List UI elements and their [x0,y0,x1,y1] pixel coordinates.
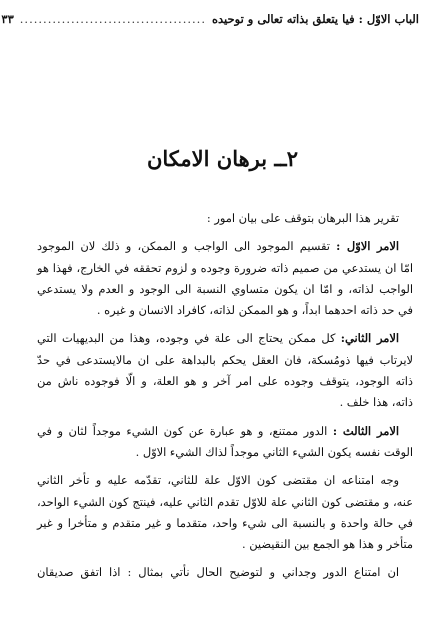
text-line: لايرتاب فيها ذومُسكة، فان العقل يحكم بالبداهة على ان مالايستدعى في حدّ [37,352,413,367]
text-line: في حد ذاته احدهما ابداً، و هو الممكن لذاته، كافراد الانسان و غيره . [96,303,413,318]
paragraph-first-matter [37,236,413,321]
section-heading: ٢ــ برهان الامكان [146,146,298,171]
dot-leader: ........................................ [19,12,206,26]
text-line: متأخر و هذا هو الجمع بين النقيضين . [241,537,413,552]
text-line: في حالة واحدة و بالنسبة الى شيء واحد، متقدما و غير متقدم و متأخرا و غير [37,515,413,530]
text-line: عنه، و مقتضى كون الثاني علة للاوّل تقدم الثاني عليه، فينتج كون الشيء الواحد، [37,494,413,509]
matter-term: الامر الثاني: [340,331,399,346]
text-line-with-term [37,328,413,349]
page-number: ٣٣ [1,12,14,26]
text-line: الوقت نفسه يكون الشيء الثاني موجداً لذاك الشيء الاوّل . [135,444,413,459]
text-line: امّا ان يستدعي من صميم ذاته ضرورة وجوده و لزوم تحققه في الخارج، فهذا هو [37,260,413,275]
text-line: ان امتناع الدور وجداني و لتوضيح الحال نأتي بمثال : اذا اتفق صديقان [37,565,399,580]
text-line: الدور ممتنع، و هو عبارة عن كون الشيء موجداً لثان و في [37,423,328,438]
paragraph-explanation [37,470,413,555]
text-line-with-term [37,421,413,442]
text-line: كل ممكن يحتاج الى علة في وجوده، وهذا من البديهيات التي [37,331,336,346]
text-line: تقسيم الموجود الى الواجب و الممكن، و ذلك لان الموجود [37,239,330,254]
running-head [1,12,419,26]
body-text [37,208,413,591]
paragraph-intro [37,208,413,229]
paragraph-second-matter [37,328,413,413]
text-line: ذاته، هذا خلف . [339,395,413,410]
text-line-with-term [37,236,413,257]
text-line: تقرير هذا البرهان بتوقف على بيان امور : [206,211,399,225]
paragraph-example [37,562,413,583]
text-line: وجه امتناعه ان مقتضى كون الاوّل علة للثاني، تقدّمه عليه و تأخر الثاني [37,473,399,488]
chapter-title: الباب الاوّل : فيا يتعلق بذاته تعالى و توحيده [212,12,419,26]
text-line: ذاته الوجود، يتوقف وجوده على امر آخر و هو العلة، و الّا فوجوده ناش من [37,374,413,389]
matter-term: الامر الاوّل : [336,239,399,254]
text-line: الواجب لذاته، و امّا ان يكون متساوي النسبة الى الوجود و العدم ولا يستدعي [37,281,413,296]
matter-term: الامر الثالث : [332,423,399,438]
paragraph-third-matter [37,421,413,464]
